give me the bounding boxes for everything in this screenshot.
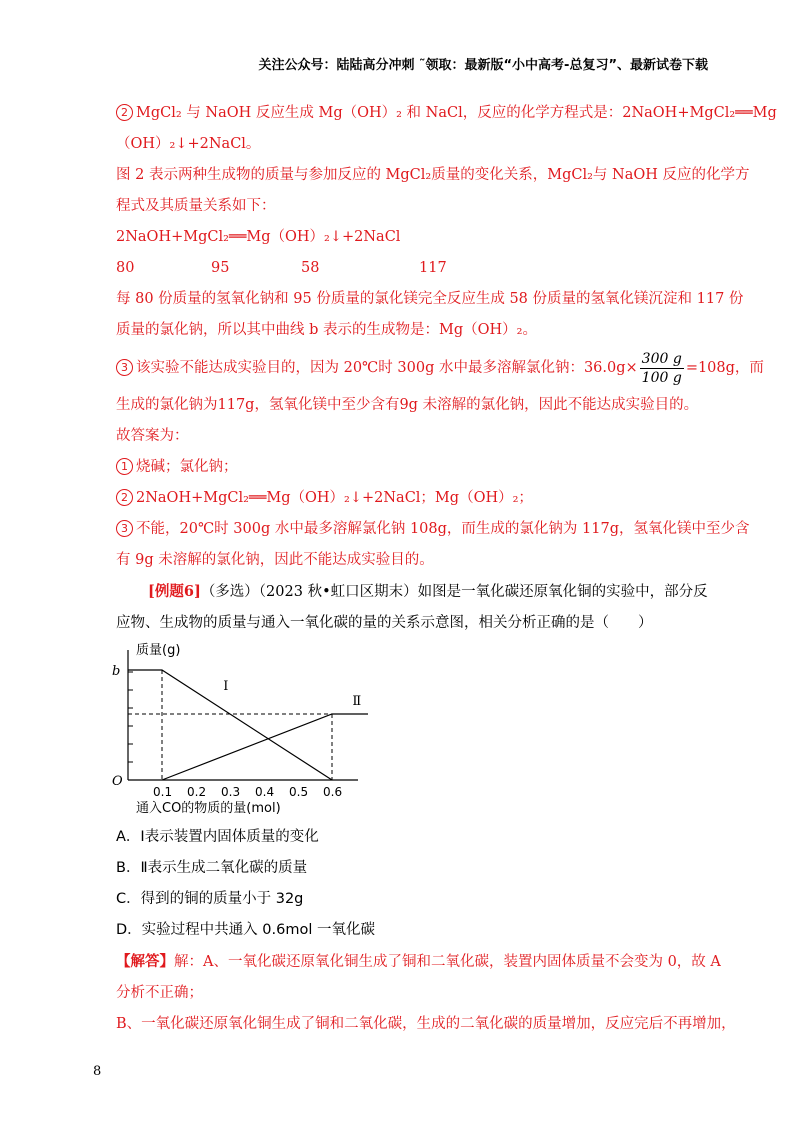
series-label-1: Ⅰ xyxy=(223,678,229,694)
x-tick-label: 0.3 xyxy=(221,785,241,799)
mass-chart xyxy=(108,640,368,818)
question-line-2: 应物、生成物的质量与通入一氧化碳的量的关系示意图，相关分析正确的是（ ） xyxy=(116,615,653,631)
mass-value: 80 xyxy=(116,260,135,276)
solution-tag: 【解答】 xyxy=(116,953,174,970)
x-axis-label: 通入CO的物质的量(mol) xyxy=(136,801,281,816)
y-axis-label: 质量(g) xyxy=(136,643,181,658)
calc-line-2: 生成的氯化钠为117g，氢氧化镁中至少含有9g 未溶解的氯化钠，因此不能达成实验目的。 xyxy=(116,397,699,413)
series-label-2: Ⅱ xyxy=(352,694,362,710)
mass-value: 95 xyxy=(211,260,230,276)
series-line-1 xyxy=(128,670,332,780)
mass-ratio-row xyxy=(116,253,716,284)
circled-number: 3 xyxy=(116,359,133,376)
options xyxy=(116,822,736,1040)
x-tick-label: 0.2 xyxy=(187,785,207,799)
origin-label: O xyxy=(112,774,123,789)
x-tick-label: 0.4 xyxy=(255,785,275,799)
question-line-1: [例题6]（多选）（2023 秋•虹口区期末）如图是一氧化碳还原氧化铜的实验中，部分反 xyxy=(148,583,708,600)
circled-number: 2 xyxy=(116,104,133,121)
series-line-2 xyxy=(162,714,368,780)
answer-2: 2 2NaOH+MgCl₂══Mg（OH）₂↓+2NaCl；Mg（OH）₂； xyxy=(116,483,716,514)
equation: 2NaOH+MgCl₂══Mg（OH）₂↓+2NaCl xyxy=(116,229,401,245)
explain-line-1: 每 80 份质量的氢氧化钠和 95 份质量的氯化镁完全反应生成 58 份质量的氢氧化镁沉淀和 117 份 xyxy=(116,291,744,307)
y-marker-b: b xyxy=(112,664,121,679)
para-2-line-2: （OH）₂↓+2NaCl。 xyxy=(116,136,261,152)
option-c[interactable]: C．得到的铜的质量小于 32g xyxy=(116,891,304,907)
option-a[interactable]: A．Ⅰ表示装置内固体质量的变化 xyxy=(116,829,319,845)
x-tick-label: 0.5 xyxy=(289,785,309,799)
mass-value: 117 xyxy=(419,260,447,276)
solution-line-1: 【解答】解：A、一氧化碳还原氧化铜生成了铜和二氧化碳，装置内固体质量不会变为 0，故 A xyxy=(116,953,721,970)
x-tick-label: 0.6 xyxy=(323,785,343,799)
answer-heading: 故答案为： xyxy=(116,428,189,444)
document-body xyxy=(116,98,777,639)
answer-1: 1 烧碱；氯化钠； xyxy=(116,452,716,483)
solution-line-2: 分析不正确； xyxy=(116,985,203,1001)
para-2-line-1: 2 MgCl₂ 与 NaOH 反应生成 Mg（OH）₂ 和 NaCl，反应的化学方程式是：2NaOH+MgCl₂══Mg xyxy=(116,98,716,129)
option-d[interactable]: D．实验过程中共通入 0.6mol 一氧化碳 xyxy=(116,922,375,938)
fraction: $\frac{300 g}{100 g}$ xyxy=(641,350,682,386)
page-header: 关注公众号：陆陆高分冲刺 ˜领取：最新版“小中高考-总复习”、最新试卷下载 xyxy=(258,58,708,73)
option-b[interactable]: B．Ⅱ表示生成二氧化碳的质量 xyxy=(116,860,308,876)
fig2-line-1: 图 2 表示两种生成物的质量与参加反应的 MgCl₂质量的变化关系，MgCl₂与 NaOH 反应的化学方 xyxy=(116,167,750,183)
mass-value: 58 xyxy=(301,260,320,276)
calc-line: 3 该实验不能达成实验目的，因为 20℃时 300g 水中最多溶解氯化钠：36.0g× $\frac{300 g}{100 g}$ =108g，而 xyxy=(116,346,716,390)
example-tag: [例题6] xyxy=(148,583,201,600)
fig2-line-2: 程式及其质量关系如下： xyxy=(116,198,276,214)
x-tick-label: 0.1 xyxy=(153,785,173,799)
page-number: 8 xyxy=(93,1064,102,1079)
explain-line-2: 质量的氯化钠，所以其中曲线 b 表示的生成物是：Mg（OH）₂。 xyxy=(116,322,537,338)
answer-3-line-1: 3 不能，20℃时 300g 水中最多溶解氯化钠 108g，而生成的氯化钠为 117g，氢氧化镁中至少含 xyxy=(116,514,716,545)
solution-line-3: B、一氧化碳还原氧化铜生成了铜和二氧化碳，生成的二氧化碳的质量增加，反应完后不再增加， xyxy=(116,1016,736,1032)
answer-3-line-2: 有 9g 未溶解的氯化钠，因此不能达成实验目的。 xyxy=(116,552,434,568)
